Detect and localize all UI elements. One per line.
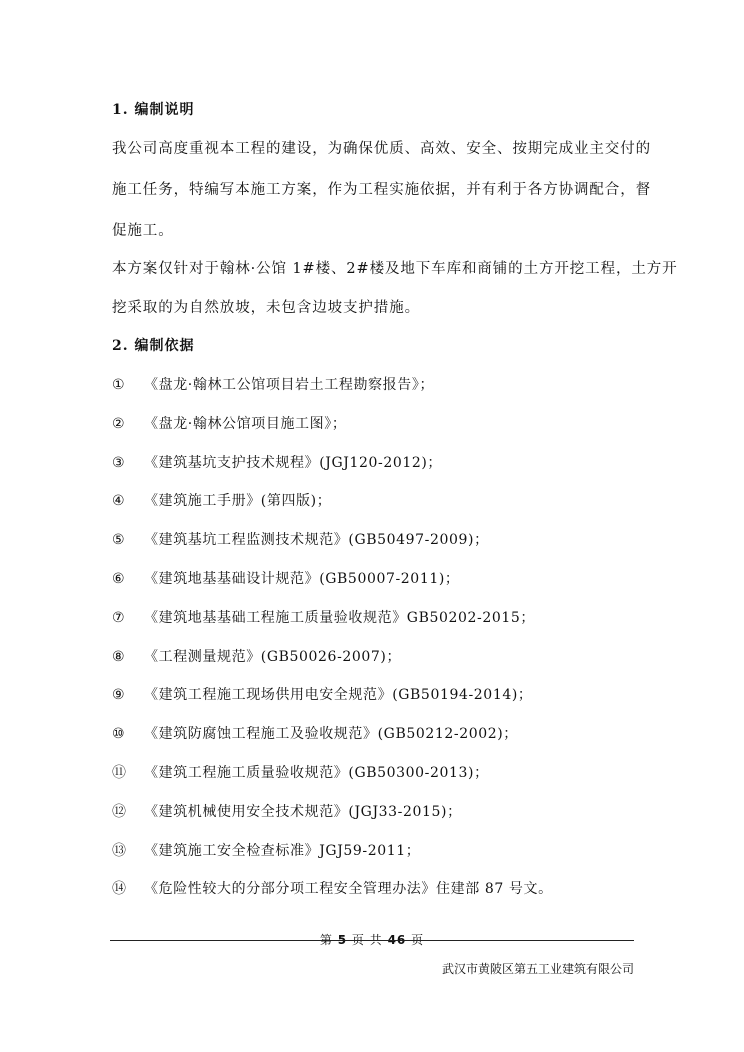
reference-number: ① [112, 377, 126, 393]
reference-item [112, 413, 346, 433]
reference-text: 《建筑机械使用安全技术规范》(JGJ33-2015)； [144, 804, 462, 820]
reference-item [112, 529, 489, 549]
reference-item [112, 878, 553, 898]
reference-item [112, 607, 535, 627]
reference-number: ③ [112, 455, 126, 471]
reference-text: 《盘龙·翰林公馆项目施工图》； [144, 416, 347, 432]
reference-text: 《建筑施工手册》(第四版)； [144, 493, 332, 509]
page-current: 5 [337, 933, 348, 947]
reference-number: ⑬ [112, 843, 127, 859]
reference-text: 《盘龙·翰林工公馆项目岩土工程勘察报告》； [144, 377, 435, 393]
reference-item [112, 490, 331, 510]
section-1-paragraph-1-line-3: 促施工。 [112, 223, 174, 239]
reference-text: 《建筑地基基础工程施工质量验收规范》GB50202-2015； [144, 610, 535, 626]
reference-number: ② [112, 416, 126, 432]
reference-text: 《建筑施工安全检查标准》JGJ59-2011； [144, 843, 421, 859]
page-prefix: 第 [319, 933, 333, 947]
company-name: 武汉市黄陂区第五工业建筑有限公司 [441, 962, 634, 976]
reference-number: ⑦ [112, 610, 126, 626]
reference-text: 《建筑工程施工现场供用电安全规范》(GB50194-2014)； [144, 687, 533, 703]
section-1-paragraph-1-line-1: 我公司高度重视本工程的建设，为确保优质、高效、安全、按期完成业主交付的 [112, 141, 651, 157]
section-2-heading: 2. 编制依据 [112, 338, 195, 354]
footer-divider [110, 940, 634, 941]
reference-text: 《建筑防腐蚀工程施工及验收规范》(GB50212-2002)； [144, 726, 518, 742]
reference-number: ⑤ [112, 532, 126, 548]
reference-item [112, 646, 401, 666]
reference-number: ⑥ [112, 571, 126, 587]
reference-number: ⑭ [112, 881, 127, 897]
reference-item [112, 762, 489, 782]
reference-item [112, 684, 533, 704]
page-suffix: 页 [411, 933, 425, 947]
reference-number: ⑨ [112, 687, 126, 703]
reference-text: 《建筑基坑支护技术规程》(JGJ120-2012)； [144, 455, 443, 471]
reference-item [112, 374, 434, 394]
page-middle: 页 共 [351, 933, 383, 947]
reference-number: ⑫ [112, 804, 127, 820]
reference-number: ⑩ [112, 726, 126, 742]
section-1-paragraph-2-line-2: 挖采取的为自然放坡，未包含边坡支护措施。 [112, 300, 420, 316]
reference-item [112, 723, 518, 743]
reference-number: ④ [112, 493, 126, 509]
reference-item [112, 568, 460, 588]
reference-text: 《危险性较大的分部分项工程安全管理办法》住建部 87 号文。 [144, 881, 553, 897]
section-1-heading: 1. 编制说明 [112, 102, 195, 118]
reference-item [112, 452, 442, 472]
reference-text: 《建筑基坑工程监测技术规范》(GB50497-2009)； [144, 532, 489, 548]
reference-item [112, 801, 462, 821]
reference-text: 《工程测量规范》(GB50026-2007)； [144, 649, 402, 665]
section-1-paragraph-1-line-2: 施工任务，特编写本施工方案，作为工程实施依据，并有利于各方协调配合，督 [112, 182, 651, 198]
section-1-paragraph-2-line-1: 本方案仅针对于翰林·公馆 1#楼、2#楼及地下车库和商铺的土方开挖工程，土方开 [112, 261, 678, 277]
reference-text: 《建筑工程施工质量验收规范》(GB50300-2013)； [144, 765, 489, 781]
reference-number: ⑪ [112, 765, 127, 781]
reference-number: ⑧ [112, 649, 126, 665]
page-total: 46 [387, 933, 407, 947]
reference-item [112, 840, 420, 860]
reference-text: 《建筑地基基础设计规范》(GB50007-2011)； [144, 571, 460, 587]
